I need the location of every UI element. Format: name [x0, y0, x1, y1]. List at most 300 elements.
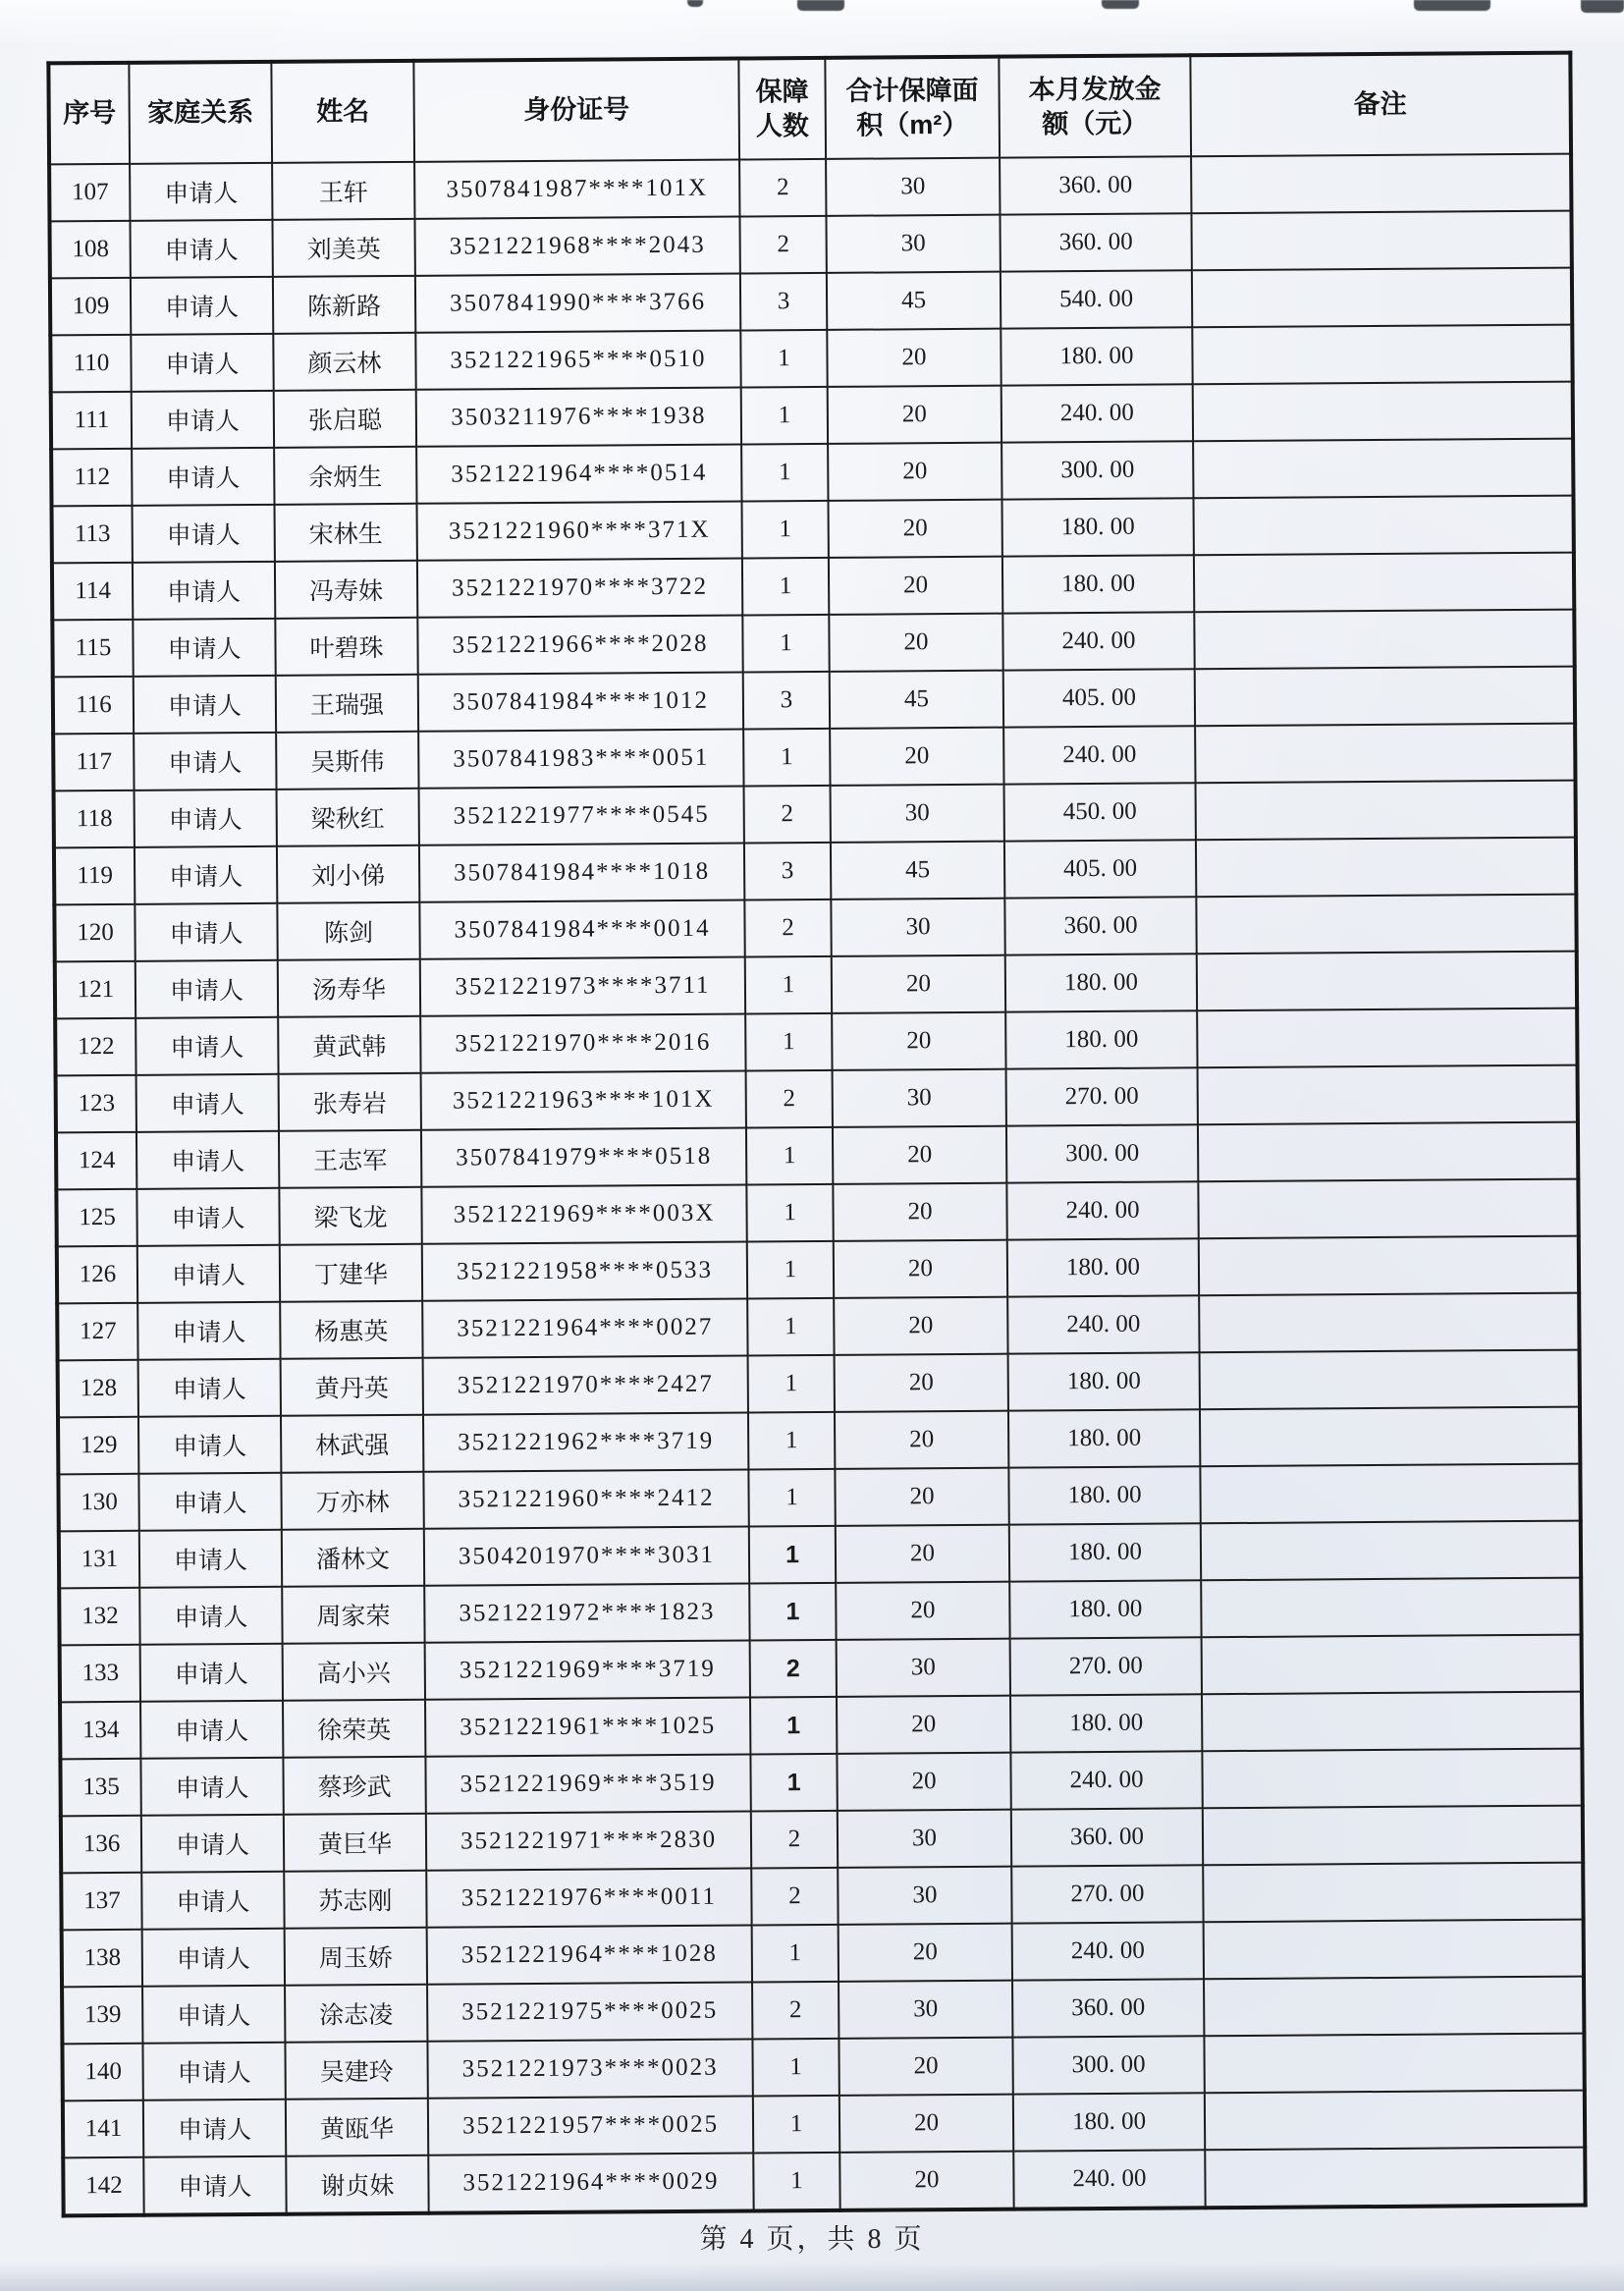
cell-area: 20: [837, 1696, 1010, 1754]
cell-name: 谢贞妹: [286, 2155, 428, 2214]
table-row: [62, 2034, 1584, 2101]
table-row: [60, 1749, 1582, 1817]
column-header-amount: 本月发放金 额（元）: [999, 55, 1191, 157]
table-row: [56, 1179, 1578, 1247]
cell-amount: 240. 00: [1003, 726, 1195, 784]
table-container: [46, 51, 1583, 2218]
cell-people: 1: [752, 2039, 839, 2097]
cell-people: 1: [741, 501, 828, 559]
cell-name: 汤寿华: [278, 959, 420, 1017]
cell-people: 1: [750, 1697, 837, 1755]
cell-id: 3521221964****0027: [422, 1298, 747, 1357]
table-row: [55, 952, 1577, 1019]
cell-note: [1205, 2148, 1585, 2209]
cell-people: 1: [742, 615, 829, 673]
cell-name: 刘小俤: [277, 845, 419, 903]
cell-people: 2: [751, 1868, 838, 1926]
cell-area: 30: [831, 899, 1004, 956]
cell-relation: 申请人: [134, 676, 276, 734]
column-header-relation: 家庭关系: [129, 62, 272, 164]
cell-people: 1: [745, 1013, 832, 1071]
cell-area: 20: [835, 1468, 1008, 1526]
cell-seq: 114: [52, 563, 133, 621]
cell-amount: 450. 00: [1004, 783, 1196, 841]
cell-relation: 申请人: [130, 163, 272, 221]
cell-seq: 112: [51, 449, 132, 507]
cell-seq: 124: [56, 1132, 136, 1190]
table-row: [58, 1464, 1580, 1532]
scan-artifact: [797, 0, 844, 11]
table-header: [48, 53, 1571, 165]
cell-people: 1: [748, 1469, 835, 1527]
cell-people: 1: [746, 1127, 833, 1185]
cell-people: 1: [741, 387, 828, 445]
cell-relation: 申请人: [134, 733, 276, 791]
cell-area: 20: [833, 1126, 1006, 1184]
cell-amount: 180. 00: [1001, 327, 1192, 385]
cell-id: 3507841984****1018: [419, 843, 744, 901]
cell-note: [1202, 1692, 1582, 1752]
cell-name: 梁飞龙: [279, 1187, 421, 1245]
cell-amount: 180. 00: [1005, 1010, 1197, 1068]
cell-id: 3521221964****0514: [416, 445, 741, 504]
cell-name: 梁秋红: [277, 789, 419, 846]
cell-area: 20: [828, 500, 1001, 558]
cell-name: 王轩: [272, 162, 414, 220]
cell-name: 涂志凌: [285, 1985, 427, 2043]
cell-amount: 180. 00: [1008, 1352, 1200, 1410]
cell-name: 余炳生: [274, 447, 416, 505]
cell-area: 30: [826, 158, 1000, 216]
cell-note: [1196, 781, 1576, 841]
cell-area: 20: [835, 1354, 1008, 1412]
cell-id: 3521221970****3722: [417, 559, 742, 618]
cell-seq: 113: [52, 506, 133, 564]
cell-note: [1192, 325, 1572, 385]
cell-seq: 111: [51, 392, 132, 450]
cell-relation: 申请人: [140, 1644, 283, 1702]
cell-name: 陈新路: [273, 276, 415, 334]
cell-amount: 405. 00: [1003, 669, 1195, 727]
cell-area: 30: [839, 1981, 1012, 2039]
cell-name: 黄武韩: [278, 1016, 420, 1074]
cell-people: 1: [752, 1925, 839, 1983]
table-body: [49, 154, 1586, 2216]
cell-note: [1198, 1065, 1578, 1125]
cell-people: 1: [748, 1412, 835, 1470]
cell-area: 45: [827, 272, 1001, 330]
cell-name: 宋林生: [275, 504, 417, 562]
cell-people: 1: [749, 1583, 836, 1641]
cell-note: [1198, 1179, 1578, 1239]
cell-seq: 131: [59, 1531, 139, 1589]
cell-name: 林武强: [281, 1415, 423, 1473]
cell-seq: 108: [49, 221, 130, 279]
cell-area: 30: [826, 215, 1000, 273]
cell-id: 3521221958****0533: [422, 1241, 747, 1300]
cell-amount: 180. 00: [1007, 1238, 1199, 1296]
cell-seq: 138: [62, 1930, 142, 1988]
cell-note: [1195, 724, 1575, 784]
cell-relation: 申请人: [140, 1758, 283, 1816]
cell-relation: 申请人: [141, 1872, 284, 1930]
cell-relation: 申请人: [131, 277, 273, 335]
cell-relation: 申请人: [135, 903, 277, 961]
table-row: [61, 1863, 1583, 1931]
cell-note: [1194, 610, 1574, 670]
cell-note: [1202, 1635, 1582, 1695]
cell-seq: 117: [53, 734, 134, 791]
cell-people: 1: [742, 558, 829, 616]
cell-area: 20: [839, 2038, 1012, 2096]
cell-id: 3507841983****0051: [418, 729, 743, 788]
cell-area: 30: [833, 1069, 1006, 1127]
cell-amount: 240. 00: [1001, 384, 1193, 442]
cell-area: 20: [839, 1924, 1012, 1982]
column-header-id: 身份证号: [413, 59, 739, 162]
cell-relation: 申请人: [135, 846, 277, 904]
cell-note: [1204, 1977, 1584, 2037]
cell-seq: 136: [61, 1816, 141, 1874]
cell-area: 20: [834, 1240, 1007, 1298]
cell-relation: 申请人: [141, 1815, 284, 1873]
column-header-people: 保障 人数: [738, 58, 826, 160]
cell-seq: 134: [60, 1702, 140, 1760]
cell-name: 徐荣英: [283, 1700, 425, 1758]
cell-relation: 申请人: [131, 334, 273, 392]
cell-area: 30: [837, 1639, 1010, 1697]
cell-amount: 270. 00: [1010, 1637, 1202, 1695]
cell-seq: 123: [56, 1075, 136, 1133]
table-row: [53, 724, 1575, 791]
cell-amount: 360. 00: [1000, 213, 1191, 271]
cell-name: 高小兴: [283, 1643, 425, 1701]
table-row: [50, 268, 1572, 336]
cell-note: [1193, 496, 1573, 556]
cell-amount: 270. 00: [1011, 1865, 1203, 1923]
cell-area: 20: [836, 1525, 1009, 1583]
table-row: [62, 1920, 1584, 1988]
cell-id: 3521221970****2016: [420, 1013, 745, 1072]
scan-artifact: [1414, 0, 1490, 11]
cell-note: [1194, 553, 1574, 613]
cell-note: [1196, 895, 1576, 955]
cell-note: [1192, 268, 1572, 328]
cell-people: 1: [753, 2153, 839, 2211]
cell-people: 1: [748, 1355, 835, 1413]
scan-artifact: [687, 0, 703, 7]
cell-amount: 360. 00: [1011, 1808, 1203, 1866]
cell-id: 3521221976****0011: [426, 1868, 751, 1927]
cell-name: 叶碧珠: [275, 618, 417, 676]
cell-area: 30: [831, 785, 1004, 843]
table-row: [51, 439, 1573, 507]
cell-note: [1204, 1920, 1584, 1980]
cell-amount: 180. 00: [1009, 1580, 1201, 1638]
subsidy-table: [46, 51, 1587, 2218]
table-row: [58, 1350, 1580, 1418]
cell-seq: 139: [62, 1987, 142, 2045]
table-row: [52, 610, 1574, 678]
cell-amount: 300. 00: [1012, 2036, 1204, 2094]
cell-note: [1196, 838, 1576, 898]
table-row: [63, 2091, 1585, 2158]
cell-note: [1198, 1122, 1578, 1182]
cell-id: 3521221963****101X: [421, 1070, 746, 1129]
cell-id: 3521221966****2028: [417, 616, 742, 675]
cell-relation: 申请人: [139, 1587, 282, 1645]
table-row: [53, 667, 1575, 735]
cell-seq: 140: [62, 2044, 142, 2101]
cell-people: 1: [749, 1526, 836, 1584]
cell-amount: 240. 00: [1012, 1922, 1204, 1980]
table-row: [49, 154, 1571, 222]
cell-id: 3521221960****371X: [417, 502, 742, 561]
cell-id: 3521221962****3719: [423, 1412, 748, 1471]
scan-edge-shadow: [0, 2263, 1624, 2291]
cell-seq: 127: [57, 1303, 137, 1361]
cell-amount: 180. 00: [1005, 954, 1197, 1011]
cell-name: 周家荣: [282, 1586, 424, 1644]
cell-id: 3521221973****0023: [427, 2039, 752, 2098]
cell-id: 3521221971****2830: [426, 1811, 751, 1870]
scan-artifact: [1102, 0, 1139, 9]
cell-people: 2: [744, 786, 831, 844]
table-row: [57, 1236, 1579, 1304]
cell-seq: 119: [54, 847, 135, 905]
cell-relation: 申请人: [130, 220, 272, 278]
cell-area: 20: [837, 1753, 1010, 1811]
cell-relation: 申请人: [140, 1701, 283, 1759]
cell-amount: 405. 00: [1004, 840, 1196, 898]
cell-name: 黄巨华: [284, 1814, 426, 1872]
table-row: [50, 325, 1572, 393]
cell-id: 3504201970****3031: [424, 1526, 749, 1585]
cell-seq: 142: [63, 2157, 143, 2216]
cell-people: 2: [752, 1982, 839, 2040]
cell-id: 3521221969****003X: [421, 1184, 746, 1243]
cell-id: 3521221964****1028: [427, 1925, 752, 1984]
cell-note: [1195, 667, 1575, 727]
column-header-name: 姓名: [271, 61, 414, 163]
cell-relation: 申请人: [135, 790, 277, 847]
cell-name: 丁建华: [280, 1244, 422, 1302]
cell-amount: 360. 00: [1000, 156, 1191, 214]
cell-seq: 125: [56, 1189, 136, 1247]
table-row: [54, 895, 1576, 962]
table-row: [54, 781, 1576, 848]
cell-seq: 120: [54, 904, 135, 962]
scan-artifact: [1581, 0, 1624, 13]
cell-amount: 180. 00: [1002, 555, 1194, 613]
cell-people: 2: [744, 900, 831, 957]
cell-area: 20: [828, 386, 1001, 444]
cell-id: 3507841979****0518: [421, 1127, 746, 1186]
cell-people: 1: [743, 729, 830, 787]
cell-amount: 240. 00: [1002, 612, 1194, 670]
cell-id: 3503211976****1938: [416, 388, 741, 447]
cell-name: 苏志刚: [284, 1871, 426, 1929]
cell-id: 3521221964****0029: [428, 2153, 753, 2212]
cell-relation: 申请人: [142, 2043, 285, 2100]
header-row: [48, 53, 1571, 165]
cell-area: 20: [835, 1411, 1008, 1469]
cell-id: 3521221972****1823: [424, 1583, 749, 1642]
cell-seq: 126: [57, 1246, 137, 1304]
cell-area: 20: [832, 955, 1005, 1013]
cell-name: 张寿岩: [279, 1073, 421, 1131]
cell-relation: 申请人: [137, 1302, 280, 1360]
table-row: [56, 1122, 1578, 1190]
cell-seq: 129: [58, 1417, 138, 1475]
table-row: [52, 496, 1574, 564]
cell-id: 3521221957****0025: [428, 2096, 753, 2155]
cell-amount: 180. 00: [1009, 1523, 1201, 1581]
cell-name: 万亦林: [281, 1472, 423, 1530]
table-row: [55, 1009, 1577, 1076]
cell-seq: 121: [55, 961, 135, 1019]
cell-note: [1191, 211, 1571, 271]
cell-area: 20: [839, 2152, 1013, 2210]
table-row: [61, 1806, 1583, 1874]
cell-note: [1203, 1863, 1583, 1923]
cell-note: [1197, 1009, 1577, 1068]
cell-area: 45: [830, 671, 1003, 729]
cell-people: 1: [753, 2096, 839, 2154]
cell-seq: 132: [59, 1588, 139, 1646]
cell-relation: 申请人: [143, 2156, 286, 2215]
cell-relation: 申请人: [132, 391, 274, 449]
cell-note: [1199, 1236, 1579, 1296]
cell-name: 颜云林: [273, 333, 415, 391]
cell-area: 20: [833, 1183, 1006, 1241]
cell-id: 3521221969****3719: [425, 1640, 750, 1699]
column-header-seq: 序号: [48, 63, 130, 165]
column-header-area: 合计保障面 积（m²）: [825, 57, 1000, 159]
cell-amount: 240. 00: [1007, 1295, 1199, 1353]
cell-note: [1201, 1521, 1581, 1581]
cell-note: [1205, 2091, 1585, 2151]
cell-amount: 270. 00: [1006, 1067, 1198, 1125]
cell-people: 1: [745, 956, 832, 1014]
cell-people: 2: [739, 159, 826, 217]
cell-area: 20: [829, 614, 1002, 672]
cell-seq: 137: [61, 1873, 141, 1931]
cell-relation: 申请人: [136, 1131, 279, 1189]
cell-note: [1193, 439, 1573, 499]
cell-people: 1: [747, 1298, 834, 1356]
cell-seq: 116: [53, 677, 134, 735]
table-row: [63, 2148, 1585, 2216]
cell-amount: 180. 00: [1010, 1694, 1202, 1752]
cell-area: 30: [838, 1810, 1011, 1868]
cell-note: [1200, 1407, 1580, 1467]
cell-name: 黄瓯华: [286, 2099, 428, 2156]
cell-name: 吴建玲: [285, 2042, 427, 2100]
cell-relation: 申请人: [137, 1245, 280, 1303]
cell-note: [1191, 154, 1571, 214]
cell-people: 3: [744, 843, 831, 900]
cell-name: 刘美英: [272, 219, 414, 277]
cell-note: [1199, 1293, 1579, 1353]
cell-amount: 180. 00: [1013, 2093, 1205, 2151]
cell-area: 20: [829, 557, 1002, 615]
cell-relation: 申请人: [135, 960, 278, 1018]
cell-id: 3521221969****3519: [425, 1754, 750, 1813]
cell-people: 1: [740, 330, 827, 388]
cell-name: 黄丹英: [281, 1358, 423, 1416]
cell-id: 3521221970****2427: [423, 1355, 748, 1414]
table-row: [59, 1521, 1581, 1589]
cell-seq: 110: [50, 335, 131, 393]
cell-area: 30: [838, 1867, 1011, 1925]
cell-amount: 180. 00: [1001, 498, 1193, 556]
cell-note: [1204, 2034, 1584, 2094]
cell-note: [1201, 1578, 1581, 1638]
cell-amount: 300. 00: [1006, 1124, 1198, 1182]
cell-area: 45: [831, 842, 1004, 900]
table-row: [51, 382, 1573, 450]
cell-area: 20: [828, 443, 1001, 501]
cell-people: 1: [741, 444, 828, 502]
cell-amount: 360. 00: [1012, 1979, 1204, 2037]
cell-area: 20: [830, 728, 1003, 786]
cell-id: 3507841990****3766: [415, 274, 740, 333]
cell-note: [1200, 1464, 1580, 1524]
table-row: [57, 1293, 1579, 1361]
cell-relation: 申请人: [138, 1416, 281, 1474]
cell-id: 3507841987****101X: [414, 160, 739, 219]
cell-relation: 申请人: [136, 1188, 279, 1246]
cell-relation: 申请人: [133, 505, 275, 563]
cell-name: 潘林文: [282, 1529, 424, 1587]
cell-note: [1202, 1749, 1582, 1809]
cell-name: 王瑞强: [276, 675, 418, 733]
column-header-note: 备注: [1190, 53, 1571, 157]
cell-seq: 133: [60, 1645, 140, 1703]
page-number: 第 4 页，共 8 页: [699, 2224, 925, 2255]
cell-name: 蔡珍武: [283, 1757, 425, 1815]
cell-area: 20: [832, 1012, 1005, 1070]
table-row: [60, 1635, 1582, 1703]
cell-id: 3521221965****0510: [415, 331, 740, 390]
table-row: [54, 838, 1576, 905]
table-row: [60, 1692, 1582, 1760]
cell-seq: 128: [58, 1360, 138, 1418]
cell-people: 2: [750, 1640, 837, 1698]
cell-amount: 240. 00: [1013, 2150, 1205, 2209]
cell-name: 张启聪: [274, 390, 416, 448]
cell-area: 20: [836, 1582, 1009, 1640]
cell-area: 20: [827, 329, 1001, 387]
cell-seq: 141: [63, 2100, 143, 2158]
cell-relation: 申请人: [133, 619, 275, 677]
cell-relation: 申请人: [136, 1074, 279, 1132]
cell-note: [1200, 1350, 1580, 1410]
cell-people: 2: [739, 216, 826, 274]
cell-id: 3521221968****2043: [414, 217, 739, 276]
cell-name: 冯寿妹: [275, 561, 417, 619]
cell-relation: 申请人: [143, 2100, 286, 2157]
cell-name: 周玉娇: [285, 1928, 427, 1986]
table-row: [56, 1065, 1578, 1133]
cell-note: [1197, 952, 1577, 1011]
cell-amount: 360. 00: [1004, 897, 1196, 955]
cell-id: 3521221977****0545: [419, 786, 744, 845]
cell-relation: 申请人: [135, 1017, 278, 1075]
cell-name: 吴斯伟: [276, 732, 418, 790]
table-row: [49, 211, 1571, 279]
